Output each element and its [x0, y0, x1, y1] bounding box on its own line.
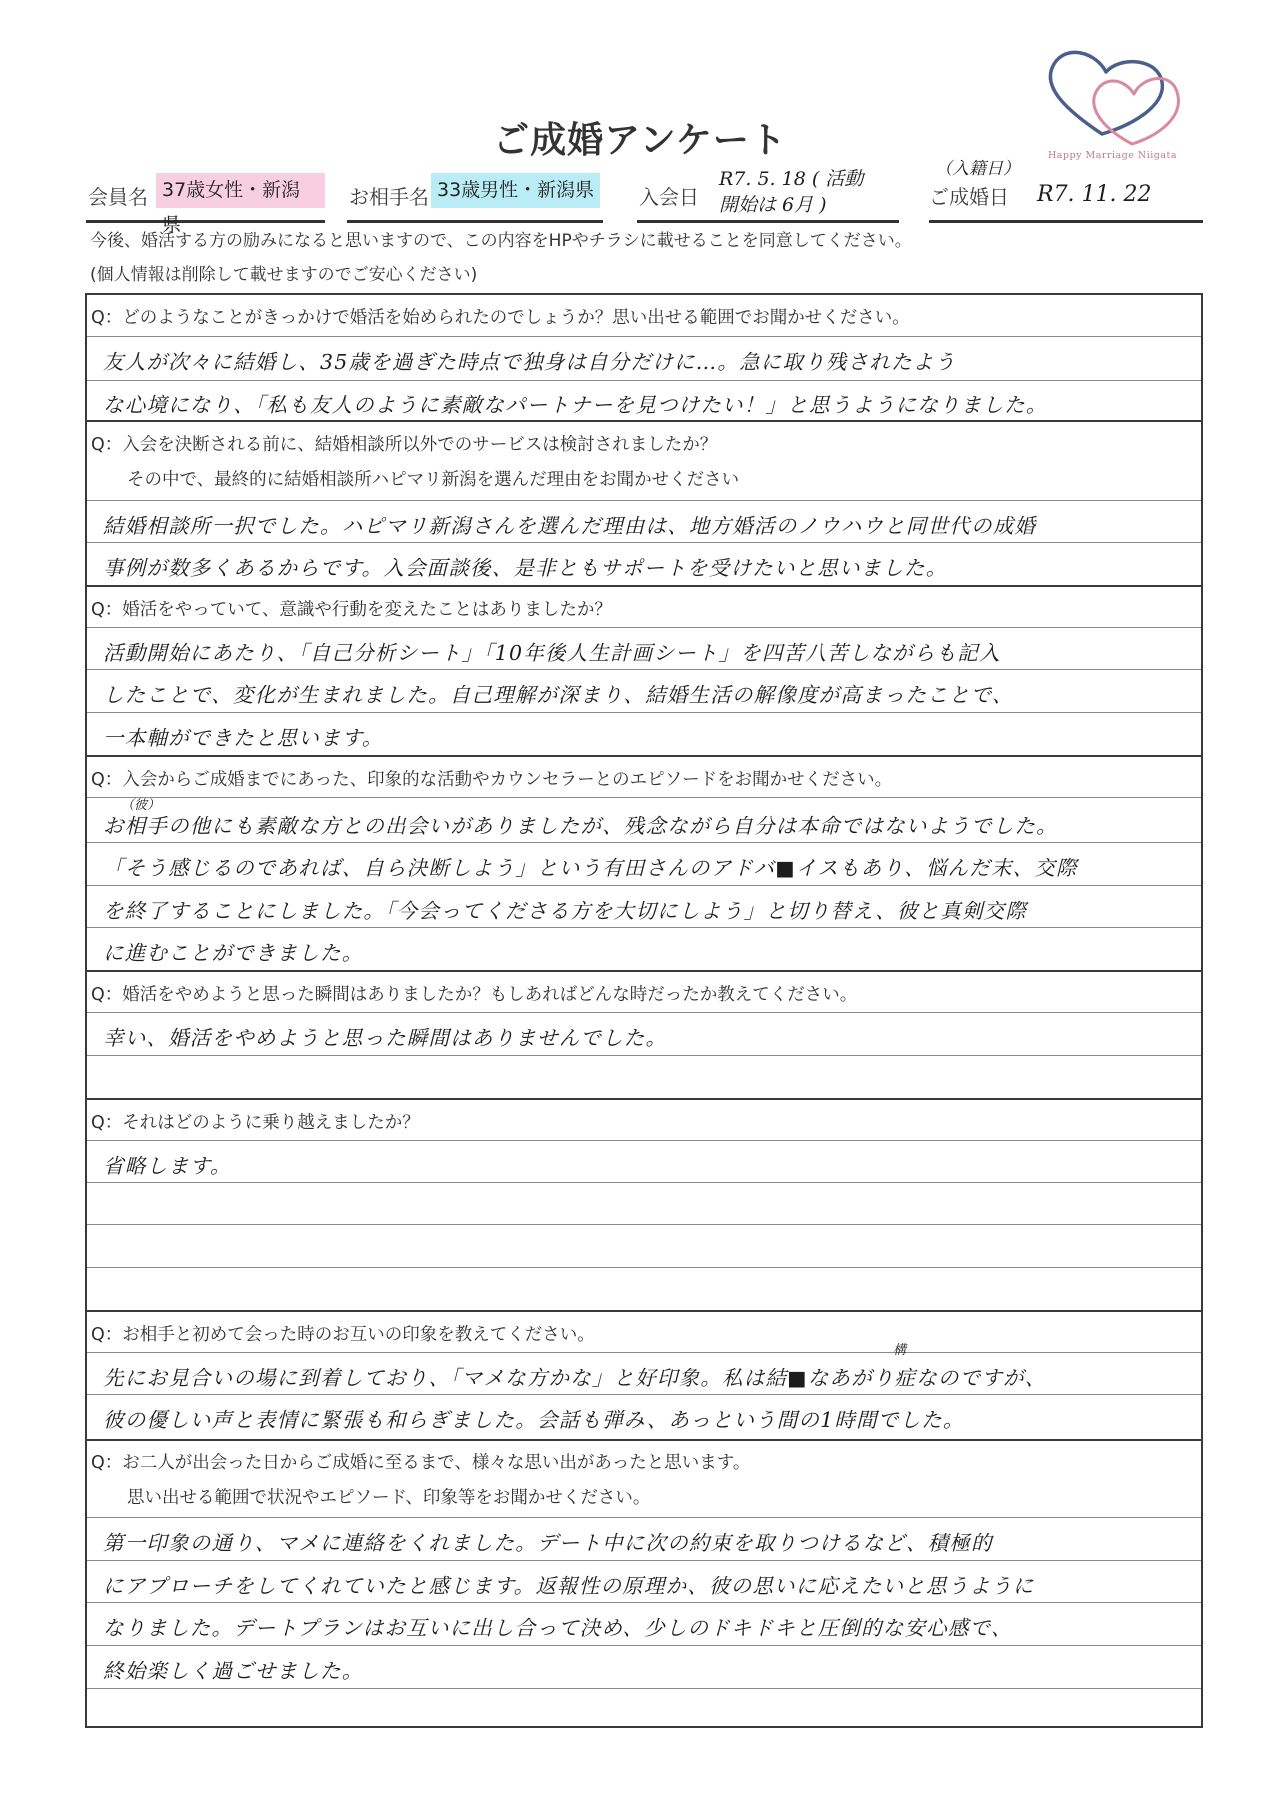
answer-text: 第一印象の通り、マメに連絡をくれました。デート中に次の約束を取りつけるなど、積極的 — [103, 1531, 993, 1555]
ruby-annotation: 構 — [893, 1343, 907, 1358]
question-text: Q：入会からご成婚までにあった、印象的な活動やカウンセラーとのエピソードをお聞かせください。 — [91, 770, 893, 790]
answer-text: 彼の優しい声と表情に緊張も和らぎました。会話も弾み、あっという間の1時間でした。 — [103, 1408, 965, 1432]
answer-line — [87, 669, 1201, 712]
answer-line — [87, 500, 1201, 542]
partner-name-value: 33歳男性・新潟県 — [431, 173, 600, 208]
document-title: ご成婚アンケート — [493, 120, 787, 161]
question-7 — [87, 1310, 1201, 1352]
question-text: Q：婚活をやっていて、意識や行動を変えたことはありましたか？ — [91, 600, 612, 620]
question-3 — [87, 585, 1201, 627]
question-text: Q：入会を決断される前に、結婚相談所以外でのサービスは検討されましたか？ — [91, 435, 718, 455]
answer-line — [87, 927, 1201, 970]
answer-text: にアプローチをしてくれていたと感じます。返報性の原理か、彼の思いに応えたいと思うように — [103, 1574, 1035, 1598]
question-1 — [87, 295, 1201, 336]
answer-line — [87, 712, 1201, 755]
answer-text: 活動開始にあたり、「自己分析シート」「10年後人生計画シート」を四苦八苦しながらも記入 — [103, 641, 1001, 665]
answer-line — [87, 627, 1201, 669]
question-8 — [87, 1439, 1201, 1517]
member-name-value: 37歳女性・新潟県 — [156, 173, 325, 208]
hearts-logo-icon — [1040, 46, 1185, 146]
answer-line — [87, 1394, 1201, 1439]
partner-name-label: お相手名 — [349, 185, 429, 209]
marriage-date-label: ご成婚日 — [929, 185, 1009, 209]
answer-line — [87, 885, 1201, 927]
question-subtext: その中で、最終的に結婚相談所ハピマリ新潟を選んだ理由をお聞かせください — [127, 470, 740, 490]
answer-line — [87, 842, 1201, 885]
answer-text: な心境になり、「私も友人のように素敵なパートナーを見つけたい！」と思うようになりました。 — [103, 393, 1048, 417]
answer-text: に進むことができました。 — [103, 941, 364, 965]
answer-line — [87, 1517, 1201, 1560]
question-6 — [87, 1098, 1201, 1140]
privacy-notice: (個人情報は削除して載せますのでご安心ください) — [90, 265, 478, 285]
member-name-label: 会員名 — [88, 185, 148, 209]
answer-text: 友人が次々に結婚し、35歳を過ぎた時点で独身は自分だけに…。急に取り残されたよう — [103, 350, 957, 374]
answer-line — [87, 1343, 1201, 1394]
logo-text: Happy Marriage Niigata — [1047, 150, 1177, 161]
answer-line — [87, 1267, 1201, 1310]
consent-notice: 今後、婚活する方の励みになると思いますので、この内容をHPやチラシに載せることを同意してください。 — [90, 231, 912, 251]
answer-line — [87, 1688, 1201, 1728]
ruby-annotation: （彼） — [121, 798, 161, 813]
answer-text: お相手の他にも素敵な方との出会いがありましたが、残念ながら自分は本命ではないようでした。 — [103, 814, 1058, 838]
question-5 — [87, 970, 1201, 1012]
answer-line — [87, 1645, 1201, 1688]
answer-text: 「そう感じるのであれば、自ら決断しよう」という有田さんのアドバ■イスもあり、悩んだ末、交際 — [103, 856, 1078, 880]
member-name-field — [86, 168, 325, 236]
answer-line — [87, 797, 1201, 842]
marriage-date-value: R7. 11. 22 — [1037, 182, 1152, 207]
answer-text: 事例が数多くあるからです。入会面談後、是非ともサポートを受けたいと思いました。 — [103, 556, 948, 580]
question-text: Q：お相手と初めて会った時のお互いの印象を教えてください。 — [91, 1325, 595, 1345]
question-text: Q：どのようなことがきっかけで婚活を始められたのでしょうか？思い出せる範囲でお聞かせください。 — [91, 308, 910, 328]
question-text: Q：お二人が出会った日からご成婚に至るまで、様々な思い出があったと思います。 — [91, 1453, 751, 1473]
question-text: Q：婚活をやめようと思った瞬間はありましたか？もしあればどんな時だったか教えてください。 — [91, 985, 858, 1005]
answer-line — [87, 542, 1201, 585]
answer-text: 省略します。 — [103, 1154, 232, 1178]
answer-text: したことで、変化が生まれました。自己理解が深まり、結婚生活の解像度が高まったことで、 — [103, 683, 1014, 707]
answer-line — [87, 1602, 1201, 1645]
answer-line — [87, 1182, 1201, 1224]
answer-text: 幸い、婚活をやめようと思った瞬間はありませんでした。 — [103, 1026, 668, 1050]
logo — [1030, 46, 1195, 166]
question-2 — [87, 420, 1201, 500]
answer-text: 先にお見合いの場に到着しており、「マメな方かな」と好印象。私は結■なあがり症なのですが、 — [103, 1366, 1047, 1390]
answer-text: なりました。デートプランはお互いに出し合って決め、少しのドキドキと圧倒的な安心感で、 — [103, 1616, 1013, 1640]
question-4 — [87, 755, 1201, 797]
question-text: Q：それはどのように乗り越えましたか？ — [91, 1113, 420, 1133]
marriage-date-field — [929, 159, 1203, 223]
answer-line — [87, 380, 1201, 420]
join-date-field — [637, 168, 899, 223]
answer-text: を終了することにしました。「今会ってくださる方を大切にしよう」と切り替え、彼と真剣交際 — [103, 899, 1028, 923]
answer-text: 一本軸ができたと思います。 — [103, 726, 384, 750]
answer-text: 終始楽しく過ごせました。 — [103, 1659, 364, 1683]
marriage-date-note: （入籍日） — [935, 159, 1020, 179]
answer-line — [87, 1224, 1201, 1267]
questionnaire-table — [85, 293, 1203, 1728]
answer-line — [87, 1055, 1201, 1098]
answer-line — [87, 1140, 1201, 1182]
answer-line — [87, 336, 1201, 380]
join-date-label: 入会日 — [639, 185, 699, 209]
answer-text: 結婚相談所一択でした。ハピマリ新潟さんを選んだ理由は、地方婚活のノウハウと同世代の成婚 — [103, 514, 1037, 538]
answer-line — [87, 1012, 1201, 1055]
partner-name-field — [347, 168, 603, 223]
join-date-value-line2: 開始は 6月 ) — [719, 194, 827, 216]
question-subtext: 思い出せる範囲で状況やエピソード、印象等をお聞かせください。 — [127, 1488, 651, 1508]
answer-line — [87, 1560, 1201, 1602]
join-date-value-line1: R7. 5. 18 ( 活動 — [719, 168, 864, 190]
